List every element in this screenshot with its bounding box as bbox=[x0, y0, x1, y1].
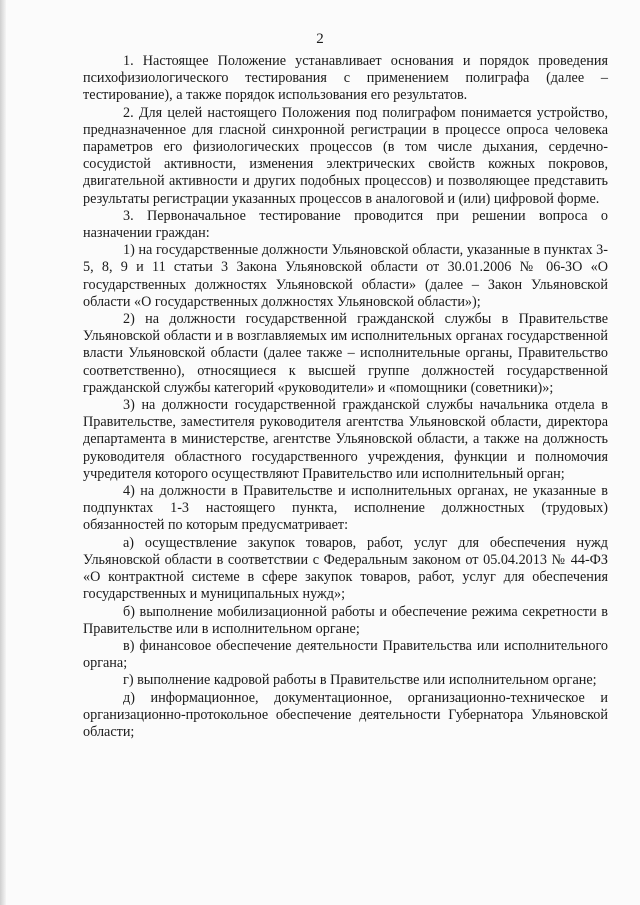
subitem-4d: д) информационное, документационное, организационно-техническое и организационно-протокольное обеспечение деятельности Губернатора Ульяновской области; bbox=[83, 689, 608, 740]
scan-edge-shadow bbox=[0, 0, 6, 905]
subitem-1: 1) на государственные должности Ульяновской области, указанные в пунктах 3-5, 8, 9 и 11 статьи 3 Закона Ульяновской области от 30.01.2006 № 06-ЗО «О государственных должностях Ульяновской области» (далее – Закон Ульяновской области «О государственных должностях Ульяновской области»); bbox=[83, 242, 608, 310]
subitem-4a: а) осуществление закупок товаров, работ, услуг для обеспечения нужд Ульяновской области в соответствии с Федеральным законом от 05.04.2013 № 44-ФЗ «О контрактной системе в сфере закупок товаров, работ, услуг для обеспечения государственных и муниципальных нужд»; bbox=[83, 534, 608, 603]
paragraph-3: 3. Первоначальное тестирование проводится при решении вопроса о назначении граждан: bbox=[83, 207, 608, 242]
subitem-3: 3) на должности государственной гражданской службы начальника отдела в Правительстве, заместителя руководителя агентства Ульяновской области, директора департамента в министерстве, агентстве Ульяновской области, а также на должность руководителя областного государственного учреждения, функции и полномочия учредителя которого осуществляют Правительство или исполнительный орган; bbox=[83, 397, 608, 482]
subitem-2: 2) на должности государственной гражданской службы в Правительстве Ульяновской области и в возглавляемых им исполнительных органах государственной власти Ульяновской области (далее также – исполнительные органы, Правительство соответственно), относящиеся к высшей группе должностей государственной гражданской службы категорий «руководители» и «помощники (советники)»; bbox=[83, 311, 608, 396]
subitem-4: 4) на должности в Правительстве и исполнительных органах, не указанные в подпунктах 1-3 настоящего пункта, исполнение должностных (трудовых) обязанностей по которым предусматривает: bbox=[83, 483, 608, 534]
paragraph-1: 1. Настоящее Положение устанавливает основания и порядок проведения психофизиологического тестирования с применением полиграфа (далее – тестирование), а также порядок использования его результатов. bbox=[83, 53, 608, 104]
paragraph-2: 2. Для целей настоящего Положения под полиграфом понимается устройство, предназначенное для гласной синхронной регистрации в процессе опроса человека параметров его физиологических процессов (в том числе дыхания, сердечно-сосудистой активности, изменения электрических свойств кожных покровов, двигательной активности и других подобных процессов) и позволяющее представить результаты регистрации указанных процессов в аналоговой и (или) цифровой форме. bbox=[83, 104, 608, 207]
page-number: 2 bbox=[316, 31, 324, 47]
document-body bbox=[83, 53, 608, 741]
subitem-4v: в) финансовое обеспечение деятельности Правительства или исполнительного органа; bbox=[83, 637, 608, 672]
subitem-4b: б) выполнение мобилизационной работы и обеспечение режима секретности в Правительстве или в исполнительном органе; bbox=[83, 603, 608, 637]
subitem-4g: г) выполнение кадровой работы в Правительстве или исполнительном органе; bbox=[123, 672, 597, 689]
